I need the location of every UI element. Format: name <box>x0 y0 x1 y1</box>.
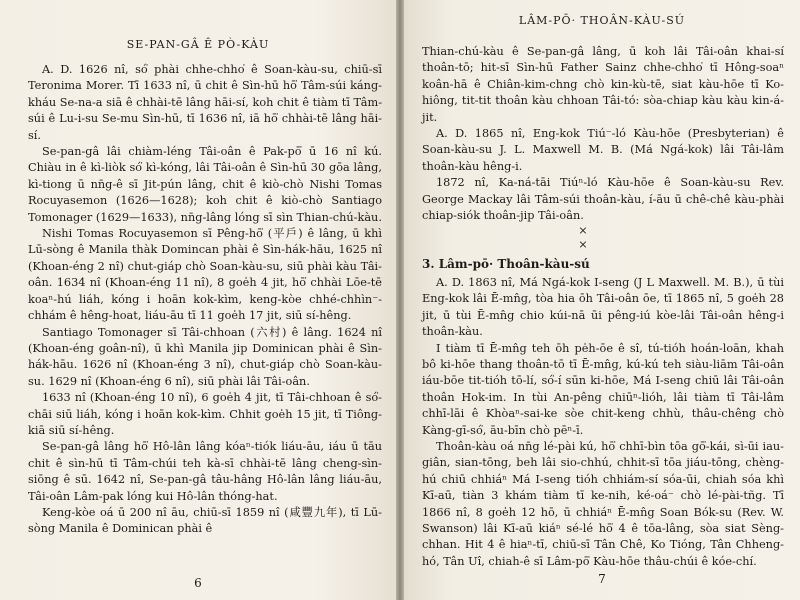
left-paragraph-2: Se-pan-gâ lâi chiàm-léng Tâi-oân ê Pak-pō͘ ū 16 nî kú. Chiàu in ê kì-liòk só͘ kì-kóng, lâi Tâi-oân ê Sìn-hū 30 gōa lâng, kì-tiong ū nn̄g-ê sī Jit-pún lâng, chit ê kiò-chò Nishi Tomas Rocuyasemon (1626—1628); koh chit ê kiò-chò Santiago Tomonager (1629—1633), nn̄g-lâng lóng sī sìn Thian-chú-kàu. <box>28 145 382 224</box>
left-page <box>0 0 396 600</box>
section-title: 3. Lâm-pō· Thoân-kàu-sú <box>422 257 590 272</box>
left-paragraph-5: 1633 nî (Khoan-éng 10 nî), 6 goe̍h 4 jit, tī Tâi-chhoan ê só͘-chāi siū liáh, kóng i hoān kok-kìm. Chhit goe̍h 15 jit, tī Tiông-kiā siū sí-hêng. <box>28 391 382 437</box>
left-page-body <box>28 62 382 538</box>
right-paragraph-3: 1872 nî, Ka-ná-tāi Tiúⁿ-ló Kàu-hōe ê Soan-kàu-su Rev. George Mackay lâi Tâm-súi thoân-kàu, í-āu ū chê-chê kàu-phài chiap-siók thoân-jip Tâi-oân. <box>422 176 784 223</box>
right-page <box>404 0 800 600</box>
right-page-number: 7 <box>598 572 606 586</box>
section-divider: × × <box>578 224 728 252</box>
left-paragraph-4: Santiago Tomonager sī Tâi-chhoan (六村) ê lâng. 1624 nî (Khoan-éng goân-nî), ū khì Manila jip Dominican phài ê Sìn-hák-hāu. 1626 nî (Khoan-éng 3 nî), chut-giáp chò Soan-kàu-su. 1629 nî (Khoan-éng 6 nî), siū phài lâi Tâi-oân. <box>28 325 382 388</box>
left-page-number: 6 <box>194 576 202 590</box>
left-paragraph-6: Se-pan-gâ lâng hō͘ Hô-lân lâng kóaⁿ-tiók liáu-āu, iáu ū tāu chit ê sìn-hū tī Tâm-chúi teh kà-sī chhài-tē lâng cheng-sìn-siōng ê sū. 1642 nî, Se-pan-gâ tâu-hâng Hô-lân lâng liáu-āu, Tâi-oân Lâm-pak lóng kui Hô-lân thóng-hat. <box>28 440 382 503</box>
right-paragraph-2: A. D. 1865 nî, Eng-kok Tiú⁻-ló Kàu-hōe (Presbyterian) ê Soan-kàu-su J. L. Maxwell M. B. (Má Ngá-kok) lâi Tâi-lâm thoân-kàu hêng-i. <box>422 127 784 173</box>
right-page-body <box>422 44 784 570</box>
left-page-header: SE-PAN-GÂ Ê PÒ-KÀU <box>126 38 270 51</box>
left-paragraph-7: Keng-kòe oá ū 200 nî āu, chiū-sī 1859 nî (咸豐九年), tī Lū-sòng Manila ê Dominican phài ê <box>28 505 382 536</box>
right-paragraph-4: A. D. 1863 nî, Má Ngá-kok I-seng (J L Maxwell. M. B.), ū tùi Eng-kok lâi Ē-mn̂g, tòa hia ōh Tâi-oân ōe, tī 1865 nî, 5 goe̍h 28 jit, ū tùi Ē-mn̂g chio kúi-nā ūi pêng-iú kòe-lâi Tâi-oân hêng-i thoân-kàu. <box>422 275 784 339</box>
right-page-header: LÂM-PŌ· THOÂN-KÀU-SÚ <box>518 14 686 27</box>
right-paragraph-6: Thoân-kàu oá nn̄g lé-pài kú, hō͘ chhī-bìn tōa gō͘-kái, sì-ūi iau-giân, sian-tōng, beh lâi sio-chhú, chhit-sī tōa jiáu-tōng, chèng-hú chiū chhiáⁿ Má I-seng tióh chhiám-sí sóa-ūi, chiah sóa khì Kī-aū, tiàn 3 khám tiàm tī ke-nih, ké-oá⁻ chò lé-pài-tñg. Tī 1866 nî, 8 goe̍h 12 hō, ū chhiáⁿ Ē-mn̂g Soan Bók-su (Rev. W. Swanson) lâi Kī-aū kiáⁿ sé-lé hō͘ 4 ê tōa-lâng, sòa siat Sèng-chhan. Hit 4 ê hiaⁿ-tī, chiū-sī Tân Chê, Ko Tióng, Tân Chheng-hó, Tân Uî, chiah-ê sī Lâm-pō͘ Kàu-hōe thâu-chúi ê kóe-chí. <box>422 439 784 568</box>
book-gutter <box>396 0 404 600</box>
right-paragraph-1: Thian-chú-kàu ê Se-pan-gâ lâng, ū koh lâi Tâi-oân khai-sí thoân-tō; hit-sī Sìn-hū Father Sainz chhe-chho͘ tī Hông-soaⁿ koân-hā ê Chiân-kim-chng chò kin-kù-tē, siat kàu-hōe tī Ko-hiông, tit-tit thoân kàu chhoan Tâi-tó: sòa-chiap kàu kàu kin-á-jit. <box>422 45 784 124</box>
left-paragraph-1: A. D. 1626 nî, só͘ phài chhe-chho͘ ê Soan-kàu-su, chiū-sī Teronima Morer. Tī 1633 nî, ū chit ê Sìn-hū hō͘ Tâm-súi káng-kháu Se-na-a siā ê chhài-tē lâng hāi-sí, koh chit ê tiàm tī Tâm-súi ê Lu-i-su Se-mu Sìn-hū, tī 1636 nî, iā hō͘ chhài-tē lâng hāi-sí. <box>28 63 383 142</box>
left-paragraph-3: Nishi Tomas Rocuyasemon sī Pêng-hō͘ (平戶) ê lâng, ū khì Lū-sòng ê Manila thàk Domincan phài ê Sìn-hák-hāu, 1625 nî (Khoan-éng 2 nî) chut-giáp chò Soan-kàu-su, siū phài kàu Tâi-oân. 1634 nî (Khoan-éng 11 nî), 8 goe̍h 4 jit, hō͘ chhài Lōe-tē koaⁿ-hú liáh, kóng i hoān kok-kìm, keng-kòe chhé-chhìn⁻-chhám ê hêng-hoat, liáu-āu tī 11 goe̍h 17 jit, siū sí-hêng. <box>28 227 382 323</box>
right-paragraph-5: I tiàm tī Ē-mn̂g teh ōh pe̍h-ōe ê sî, tú-tióh hoán-loān, khah bô ki-hōe thang thoân-tō tī Ē-mn̂g, kú-kú teh siàu-liām Tâi-oân iáu-bōe tit-tióh tō-lí, só͘-í sūn ki-hōe, Má I-seng chiū lâi Tâi-oân thoân Hok-im. In tùi An-pêng chiūⁿ-lióh, lâi tiàm tī Tâi-lâm chhī-lāi ê Khòaⁿ-sai-ke sòe chit-keng chhù, thâu-chêng chò Kàng-gī-só͘, āu-bīn chò pēⁿ-ī. <box>422 341 784 437</box>
